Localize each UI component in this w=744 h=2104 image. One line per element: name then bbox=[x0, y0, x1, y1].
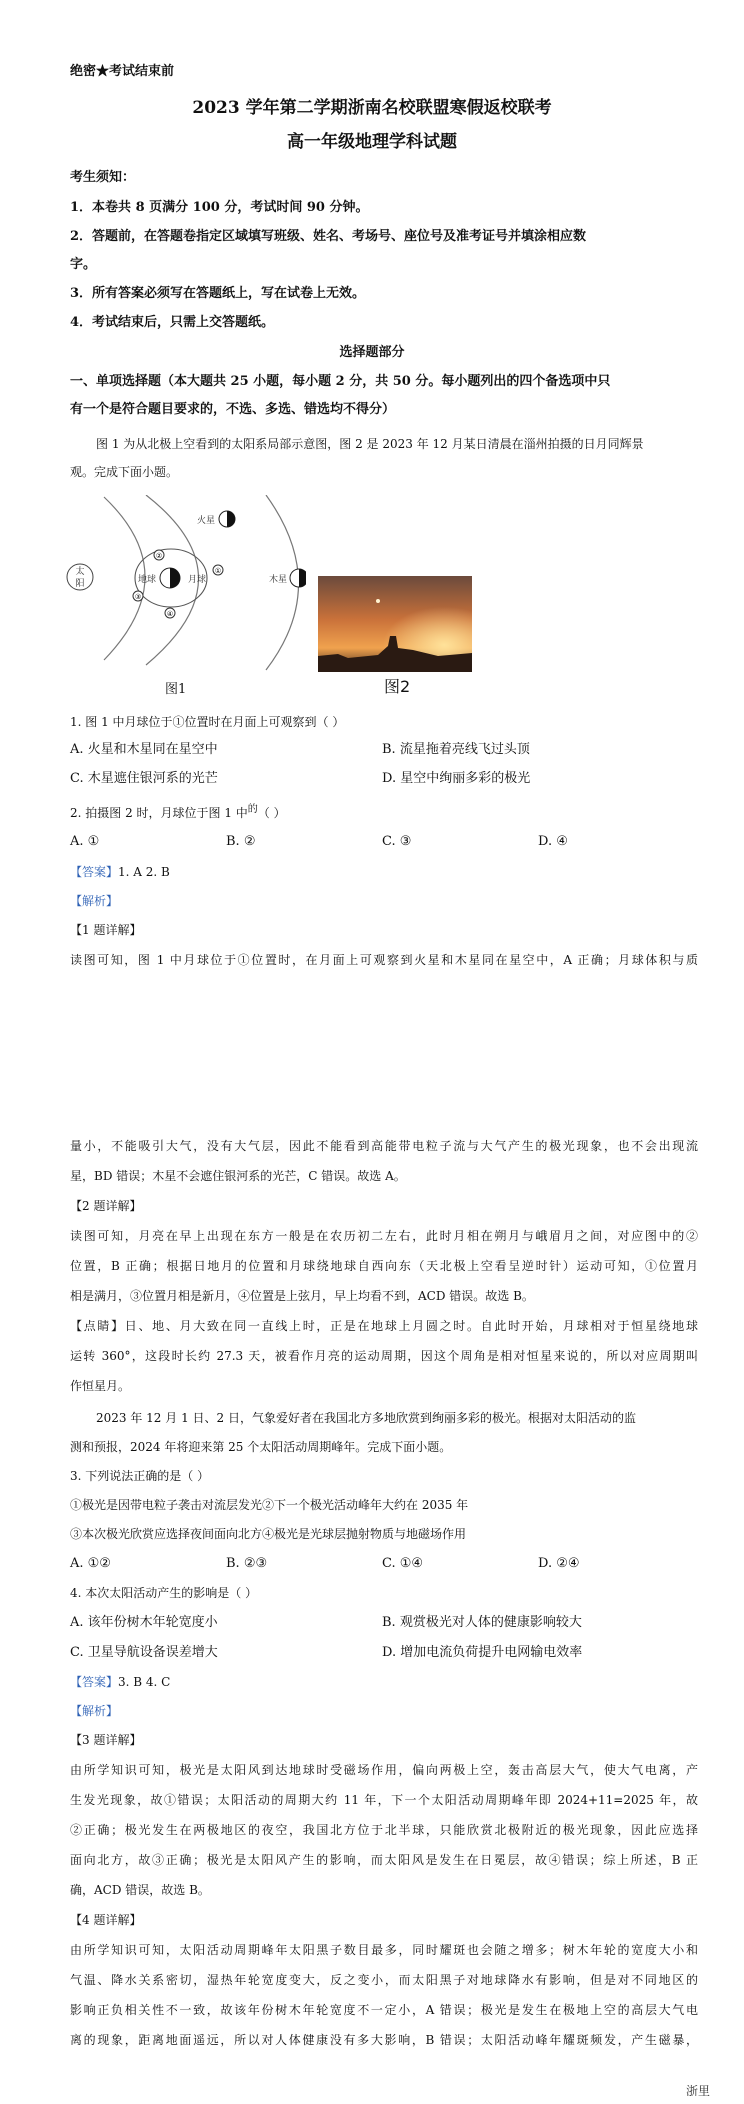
q1-option-a: A. 火星和木星同在星空中 bbox=[70, 742, 218, 757]
tip-line3: 作恒星月。 bbox=[70, 1379, 131, 1393]
q2-option-d: D. ④ bbox=[538, 834, 568, 849]
answer-label-2: 【答案】 bbox=[70, 1675, 119, 1689]
answer-label: 【答案】 bbox=[70, 865, 119, 879]
exam-title: 2023 学年第二学期浙南名校联盟寒假返校联考 bbox=[192, 98, 552, 118]
answer-1-2 bbox=[70, 862, 698, 882]
figure-1-caption: 图1 bbox=[165, 682, 187, 697]
position-2-label: ② bbox=[155, 552, 163, 560]
q1-option-c: C. 木星遮住银河系的光芒 bbox=[70, 771, 218, 786]
sun-label-bottom: 阳 bbox=[75, 579, 85, 589]
q4-option-b: B. 观赏极光对人体的健康影响较大 bbox=[382, 1615, 582, 1630]
q4-option-c: C. 卫星导航设备误差增大 bbox=[70, 1645, 218, 1660]
q3-statement-2: ③本次极光欣赏应选择夜间面向北方④极光是光球层抛射物质与地磁场作用 bbox=[70, 1527, 467, 1541]
q4-stem: 4. 本次太阳活动产生的影响是（ ） bbox=[70, 1586, 258, 1600]
analysis-label: 【解析】 bbox=[70, 894, 119, 908]
notice-item-2: 2．答题前，在答题卷指定区域填写班级、姓名、考场号、座位号及准考证号并填涂相应数 bbox=[70, 229, 587, 244]
notice-item-1: 1．本卷共 8 页满分 100 分，考试时间 90 分钟。 bbox=[70, 200, 369, 215]
footer-mark: 浙里 bbox=[685, 2084, 710, 2098]
stem2-line1: 2023 年 12 月 1 日、2 日，气象爱好者在我国北方多地欣赏到绚丽多彩的极光。根据对太阳活动的监 bbox=[96, 1411, 636, 1425]
q3-statement-1: ①极光是因带电粒子袭击对流层发光②下一个极光活动峰年大约在 2035 年 bbox=[70, 1498, 469, 1512]
answer-text: 1. A 2. B bbox=[118, 865, 170, 879]
notice-heading: 考生须知： bbox=[70, 170, 136, 185]
section-intro-1: 一、单项选择题（本大题共 25 小题，每小题 2 分，共 50 分。每小题列出的四个备选项中只 bbox=[70, 374, 611, 389]
q3-detail-line3: ②正确；极光发生在两极地区的夜空，我国北方位于北半球，只能欣赏北极附近的极光现象，因此应选择 bbox=[70, 1823, 698, 1837]
q1-option-b: B. 流星拖着亮线飞过头顶 bbox=[382, 742, 530, 757]
q1-option-d: D. 星空中绚丽多彩的极光 bbox=[382, 771, 531, 786]
analysis-label-2: 【解析】 bbox=[70, 1704, 119, 1718]
q2-option-a: A. ① bbox=[70, 834, 100, 849]
q2-detail-heading: 【2 题详解】 bbox=[70, 1199, 142, 1213]
q3-detail-line1: 由所学知识可知，极光是太阳风到达地球时受磁场作用，偏向两极上空，轰击高层大气，使大气电离，产 bbox=[70, 1763, 698, 1777]
photo-moon bbox=[376, 599, 380, 603]
secret-label: 绝密★考试结束前 bbox=[70, 64, 175, 79]
stem1-line1: 图 1 为从北极上空看到的太阳系局部示意图，图 2 是 2023 年 12 月某日清晨在淄州拍摄的日月同辉景 bbox=[96, 437, 644, 451]
q4-detail-heading: 【4 题详解】 bbox=[70, 1913, 142, 1927]
q3-detail-heading: 【3 题详解】 bbox=[70, 1733, 142, 1747]
q4-detail-line2: 气温、降水关系密切，湿热年轮宽度变大，反之变小，而太阳黑子对地球降水有影响，但是对不同地区的 bbox=[70, 1973, 698, 1987]
figure-2-photo bbox=[318, 576, 472, 672]
q3-option-a: A. ①② bbox=[70, 1556, 111, 1571]
tip-line1: 【点睛】日、地、月大致在同一直线上时，正是在地球上月圆之时。自此时开始，月球相对于恒星绕地球 bbox=[70, 1319, 698, 1333]
q1-detail-heading: 【1 题详解】 bbox=[70, 923, 142, 937]
q2-option-b: B. ② bbox=[226, 834, 256, 849]
moon-label: 月球 bbox=[187, 575, 207, 585]
position-3-label: ③ bbox=[134, 593, 142, 601]
position-1-label: ① bbox=[214, 567, 222, 575]
mars-label: 火星 bbox=[196, 516, 216, 526]
q2-stem-paren: （ ） bbox=[257, 806, 286, 820]
tip-line2: 运转 360°，这段时长约 27.3 天，被看作月亮的运动周期，因这个周角是相对恒星来说的，所以对应周期叫 bbox=[70, 1349, 698, 1363]
q2-stem bbox=[70, 800, 698, 823]
exam-subtitle: 高一年级地理学科试题 bbox=[287, 132, 457, 152]
q2-stem-text: 2. 拍摄图 2 时，月球位于图 1 中 bbox=[70, 806, 248, 820]
q3-option-d: D. ②④ bbox=[538, 1556, 580, 1571]
stem2-line2: 测和预报，2024 年将迎来第 25 个太阳活动周期峰年。完成下面小题。 bbox=[70, 1440, 452, 1454]
q3-detail-line5: 确，ACD 错误，故选 B。 bbox=[70, 1883, 210, 1897]
q1-detail-line2: 量小，不能吸引大气，没有大气层，因此不能看到高能带电粒子流与大气产生的极光现象，也不会出现流 bbox=[70, 1139, 698, 1153]
q3-option-b: B. ②③ bbox=[226, 1556, 268, 1571]
jupiter-night-side bbox=[299, 569, 306, 587]
figure-1-diagram bbox=[66, 495, 306, 675]
answer-text-2: 3. B 4. C bbox=[118, 1675, 171, 1689]
notice-item-2-cont: 字。 bbox=[70, 257, 97, 272]
q1-stem: 1. 图 1 中月球位于①位置时在月面上可观察到（ ） bbox=[70, 715, 345, 729]
earth-night-side bbox=[170, 568, 180, 588]
q3-stem: 3. 下列说法正确的是（ ） bbox=[70, 1469, 210, 1483]
q4-option-d: D. 增加电流负荷提升电网输电效率 bbox=[382, 1645, 583, 1660]
q2-detail-line1: 读图可知，月亮在早上出现在东方一般是在农历初二左右，此时月相在朔月与峨眉月之间，对应图中的② bbox=[70, 1229, 698, 1243]
q4-detail-line1: 由所学知识可知，太阳活动周期峰年太阳黑子数目最多，同时耀斑也会随之增多；树木年轮的宽度大小和 bbox=[70, 1943, 698, 1957]
earth-label: 地球 bbox=[137, 575, 157, 585]
q1-detail-line1: 读图可知，图 1 中月球位于①位置时，在月面上可观察到火星和木星同在星空中，A 正确；月球体积与质 bbox=[70, 953, 698, 967]
q2-option-c: C. ③ bbox=[382, 834, 412, 849]
mars-night-side bbox=[227, 511, 235, 527]
q2-detail-line3: 相是满月，③位置月相是新月，④位置是上弦月，早上均看不到，ACD 错误。故选 B。 bbox=[70, 1289, 534, 1303]
jupiter-label: 木星 bbox=[268, 575, 288, 585]
stem1-line2: 观。完成下面小题。 bbox=[70, 465, 179, 479]
answer-3-4 bbox=[70, 1672, 698, 1692]
q4-option-a: A. 该年份树木年轮宽度小 bbox=[70, 1615, 218, 1630]
q2-stem-superscript: 的 bbox=[247, 804, 258, 815]
q3-detail-line4: 面向北方，故③正确；极光是太阳风产生的影响，而太阳风是发生在日冕层，故④错误；综上所述，B 正 bbox=[70, 1853, 698, 1867]
q1-detail-line3: 星，BD 错误；木星不会遮住银河系的光芒，C 错误。故选 A。 bbox=[70, 1169, 406, 1183]
sun-label-top: 太 bbox=[75, 567, 85, 577]
q3-option-c: C. ①④ bbox=[382, 1556, 424, 1571]
position-4-label: ④ bbox=[166, 610, 174, 618]
section-title: 选择题部分 bbox=[339, 345, 405, 360]
q4-detail-line3: 影响正负相关性不一致，故该年份树木年轮宽度不一定小，A 错误；极光是发生在极地上空的高层大气电 bbox=[70, 2003, 698, 2017]
section-intro-2: 有一个是符合题目要求的，不选、多选、错选均不得分） bbox=[70, 402, 396, 417]
notice-item-3: 3．所有答案必须写在答题纸上，写在试卷上无效。 bbox=[70, 286, 366, 301]
q3-detail-line2: 生发光现象，故①错误；太阳活动的周期大约 11 年，下一个太阳活动周期峰年即 2024+11=2025 年，故 bbox=[70, 1793, 698, 1807]
figure-2-caption: 图2 bbox=[384, 677, 411, 696]
q4-detail-line4: 离的现象，距离地面遥远，所以对人体健康没有多大影响，B 错误；太阳活动峰年耀斑频发，产生磁暴， bbox=[70, 2033, 698, 2047]
q2-detail-line2: 位置，B 正确；根据日地月的位置和月球绕地球自西向东（天北极上空看呈逆时针）运动可知，①位置月 bbox=[70, 1259, 698, 1273]
notice-item-4: 4．考试结束后，只需上交答题纸。 bbox=[70, 315, 275, 330]
